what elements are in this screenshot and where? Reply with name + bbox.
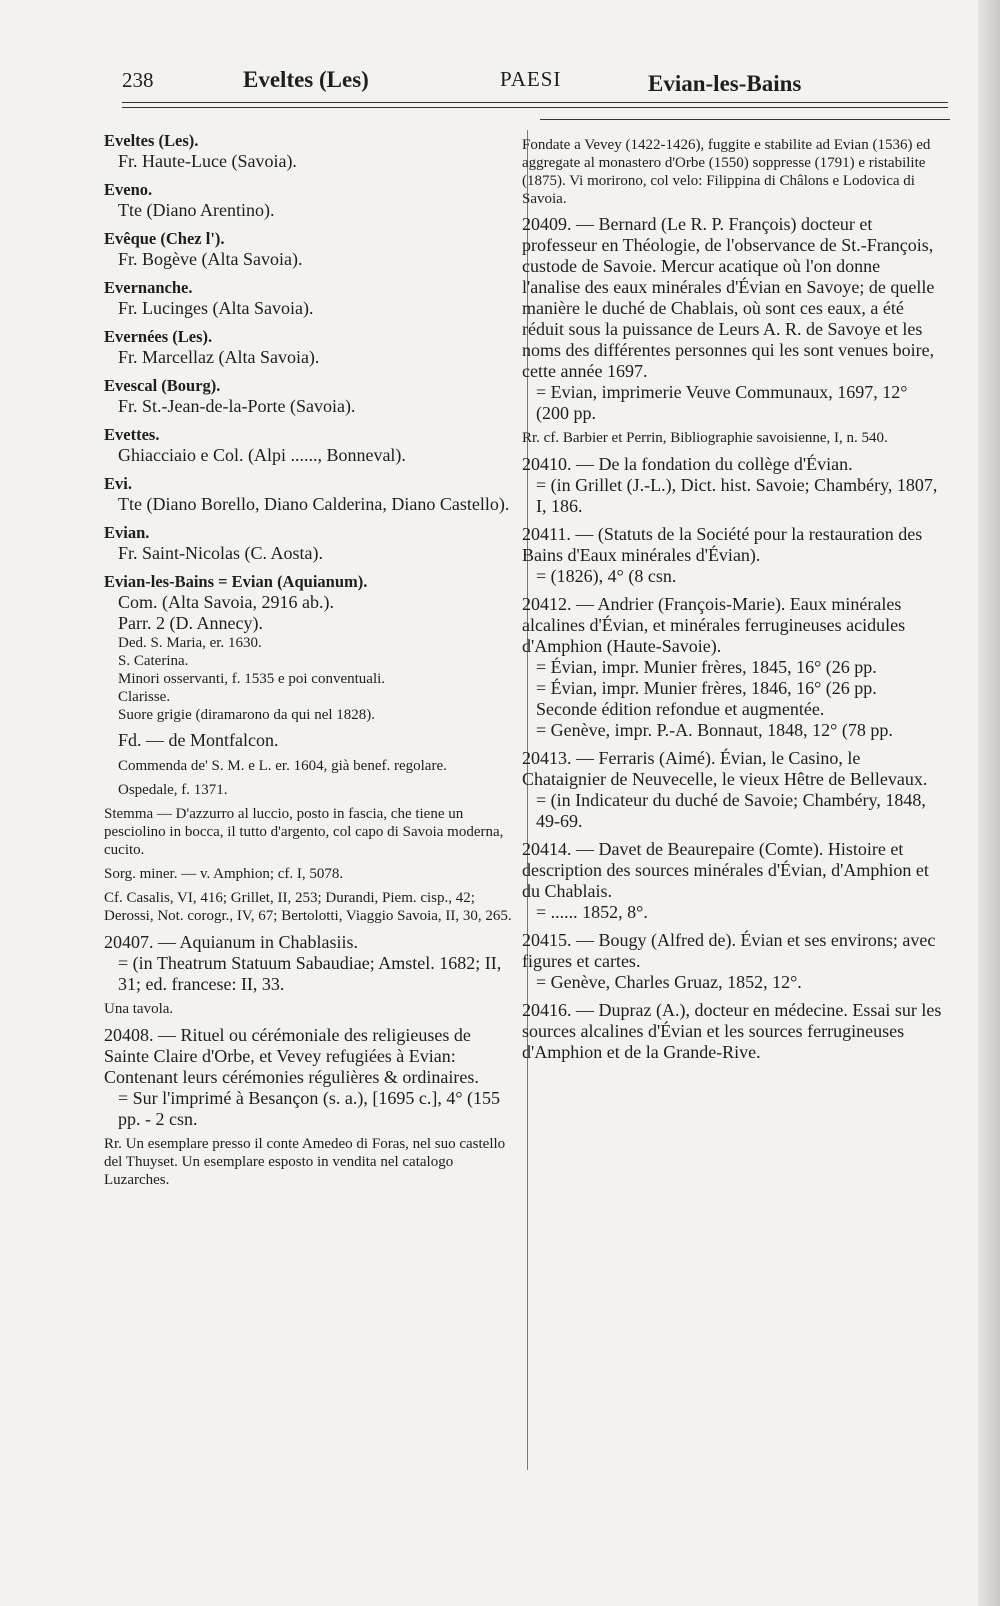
entry-title: — Dupraz (A.), docteur en médecine. Essai sur les sources alcalines d'Évian et les sources ferrugineuses d'Amphion et de la Grande-Rive. [522, 1000, 942, 1062]
header-left-title: Eveltes (Les) [243, 67, 369, 92]
place-entry [104, 130, 514, 172]
entry-number: 20412. [522, 594, 572, 614]
entry-number: 20408. [104, 1025, 154, 1045]
bib-entry-text [522, 839, 942, 902]
place-entry [104, 326, 514, 368]
bib-entry-text [522, 748, 942, 790]
dedication-line: Ded. S. Maria, er. 1630. [118, 635, 262, 651]
entry-title: — Bernard (Le R. P. François) docteur et professeur en Théologie, de l'observance de St.-François, custode de Savoie. Mercur acatique où l'on donne l'analise des eaux minérales d'Évian en Savoye; de quelle manière le duché de Chablais, où sont ces eaux, a été réduit sous la puissance de Leurs A. R. de Savoye et les noms des différentes personnes qui les sont venues boire, cette année 1697. [522, 214, 935, 381]
entry-number: 20414. [522, 839, 572, 859]
bib-entry-20411 [522, 524, 942, 587]
bib-entry-text [522, 454, 942, 475]
intro-paragraph: Fondate a Vevey (1422-1426), fuggite e stabilite ad Evian (1536) ed aggregate al monastero d'Orbe (1550) soppresse (1791) e ristabilite (1875). Vi morirono, col velo: Filippina di Châlons e Lodovica di Savoia. [522, 137, 931, 207]
bib-entry-20408 [104, 1025, 514, 1189]
publication-line: = (in Theatrum Statuum Sabaudiae; Amstel. 1682; II, 31; ed. francese: II, 33. [118, 953, 502, 994]
place-entry [104, 179, 514, 221]
bib-entry-20413 [522, 748, 942, 832]
place-entry [104, 522, 514, 564]
bib-entry-20415 [522, 930, 942, 993]
entry-title: — Andrier (François-Marie). Eaux minérales alcalines d'Évian, et minérales ferrugineuses acidules d'Amphion (Haute-Savoie). [522, 594, 906, 656]
place-name: Evi. [104, 474, 132, 493]
entry-title: — Davet de Beaurepaire (Comte). Histoire et description des sources minérales d'Évian, d'Amphion et du Chablais. [522, 839, 929, 901]
minori-line: Minori osservanti, f. 1535 e poi conventuali. [118, 671, 386, 687]
place-name: Evettes. [104, 425, 160, 444]
entry-note: Rr. Un esemplare presso il conte Amedeo di Foras, nel suo castello del Thuyset. Un esemplare esposto in vendita nel catalogo Luzarches. [104, 1136, 506, 1188]
entry-title: — De la fondation du collège d'Évian. [576, 454, 853, 474]
place-entry [104, 228, 514, 270]
entry-number: 20416. [522, 1000, 572, 1020]
right-column [522, 130, 942, 1070]
entry-title: — (Statuts de la Société pour la restauration des Bains d'Eaux minérales d'Évian). [522, 524, 923, 565]
bib-entry-text [522, 594, 942, 657]
entry-number: 20409. [522, 214, 572, 234]
place-name: Eveltes (Les). [104, 131, 199, 150]
bib-entry-20407 [104, 932, 514, 1018]
entry-note: Rr. cf. Barbier et Perrin, Bibliographie savoisienne, I, n. 540. [522, 430, 888, 446]
header-right-title: Evian-les-Bains [648, 71, 802, 96]
bib-entry-text [522, 930, 942, 972]
publication-line-3: = Genève, impr. P.-A. Bonnaut, 1848, 12° (78 pp. [536, 720, 893, 740]
bib-entry-text [104, 932, 514, 953]
right-column-rule [540, 119, 950, 120]
place-name: Evernanche. [104, 278, 193, 297]
entry-note: Una tavola. [104, 1001, 174, 1017]
clarisse-line: Clarisse. [118, 689, 171, 705]
commenda-line: Commenda de' S. M. e L. er. 1604, già benef. regolare. [118, 758, 447, 774]
bib-entry-20409 [522, 214, 942, 447]
place-detail: Fr. Lucinges (Alta Savoia). [118, 298, 314, 318]
publication-line: = Sur l'imprimé à Besançon (s. a.), [1695 c.], 4° (155 pp. - 2 csn. [118, 1088, 501, 1129]
commune-line: Com. (Alta Savoia, 2916 ab.). [118, 592, 334, 612]
fd-line: Fd. — de Montfalcon. [118, 730, 279, 750]
place-entry [104, 277, 514, 319]
page-edge [978, 0, 1000, 1606]
ospedale-line: Ospedale, f. 1371. [118, 782, 228, 798]
suore-line: Suore grigie (diramarono da qui nel 1828). [118, 707, 376, 723]
place-detail: Ghiacciaio e Col. (Alpi ......, Bonneval). [118, 445, 406, 465]
bib-entry-text [522, 214, 942, 382]
place-name: Evêque (Chez l'). [104, 229, 225, 248]
place-entry [104, 375, 514, 417]
cf-references: Cf. Casalis, VI, 416; Grillet, II, 253; Durandi, Piem. cisp., 42; Derossi, Not. corogr., IV, 67; Bertolotti, Viaggio Savoia, II, 30, 265. [104, 890, 512, 924]
bib-entry-text [522, 1000, 942, 1063]
entry-title: — Aquianum in Chablasiis. [158, 932, 358, 952]
place-detail: Fr. Saint-Nicolas (C. Aosta). [118, 543, 323, 563]
header-center-title: PAESI [500, 67, 562, 91]
entry-number: 20415. [522, 930, 572, 950]
evian-les-bains-entry [104, 571, 514, 925]
place-name: Evian. [104, 523, 150, 542]
place-detail: Fr. Bogève (Alta Savoia). [118, 249, 303, 269]
left-column [104, 130, 514, 1196]
header-rule-double [122, 107, 948, 108]
place-entry [104, 473, 514, 515]
entry-number: 20410. [522, 454, 572, 474]
place-entry [104, 424, 514, 466]
bib-entry-text [522, 524, 942, 566]
sorg-line: Sorg. miner. — v. Amphion; cf. I, 5078. [104, 866, 344, 882]
bib-entry-20414 [522, 839, 942, 923]
publication-line: = Evian, imprimerie Veuve Communaux, 1697, 12° (200 pp. [536, 382, 908, 423]
publication-line: = ...... 1852, 8°. [536, 902, 648, 922]
edition-note: Seconde édition refondue et augmentée. [536, 699, 825, 719]
church-line: S. Caterina. [118, 653, 189, 669]
publication-line-2: = Évian, impr. Munier frères, 1846, 16° (26 pp. [536, 678, 877, 698]
entry-title: — Ferraris (Aimé). Évian, le Casino, le Chataignier de Neuvecelle, le vieux Hêtre de Bellevaux. [522, 748, 928, 789]
entry-number: 20407. [104, 932, 154, 952]
entry-title: — Rituel ou cérémoniale des religieuses de Sainte Claire d'Orbe, et Vevey refugiées à Evian: Contenant leurs cérémonies régulières & ordinaires. [104, 1025, 479, 1087]
place-detail: Fr. Haute-Luce (Savoia). [118, 151, 297, 171]
publication-line: = (1826), 4° (8 csn. [536, 566, 677, 586]
header-rule [122, 102, 948, 103]
publication-line: = Genève, Charles Gruaz, 1852, 12°. [536, 972, 802, 992]
place-detail: Tte (Diano Arentino). [118, 200, 275, 220]
stemma-paragraph: Stemma — D'azzurro al luccio, posto in fascia, che tiene un pesciolino in bocca, il tutto d'argento, col capo di Savoia moderna, cucito. [104, 806, 504, 858]
entry-title: — Bougy (Alfred de). Évian et ses environs; avec figures et cartes. [522, 930, 936, 971]
place-name: Evernées (Les). [104, 327, 213, 346]
place-detail: Fr. Marcellaz (Alta Savoia). [118, 347, 320, 367]
place-detail: Tte (Diano Borello, Diano Calderina, Diano Castello). [118, 494, 510, 514]
place-name: Eveno. [104, 180, 153, 199]
entry-number: 20411. [522, 524, 571, 544]
parish-line: Parr. 2 (D. Annecy). [118, 613, 263, 633]
place-detail: Fr. St.-Jean-de-la-Porte (Savoia). [118, 396, 356, 416]
publication-line: = Évian, impr. Munier frères, 1845, 16° (26 pp. [536, 657, 877, 677]
bib-entry-20416 [522, 1000, 942, 1063]
place-name: Evian-les-Bains = Evian (Aquianum). [104, 572, 368, 591]
publication-line: = (in Grillet (J.-L.), Dict. hist. Savoie; Chambéry, 1807, I, 186. [536, 475, 938, 516]
publication-line: = (in Indicateur du duché de Savoie; Chambéry, 1848, 49-69. [536, 790, 926, 831]
entry-number: 20413. [522, 748, 572, 768]
page-number: 238 [122, 68, 154, 92]
bib-entry-20412 [522, 594, 942, 741]
place-name: Evescal (Bourg). [104, 376, 221, 395]
bib-entry-20410 [522, 454, 942, 517]
bib-entry-text [104, 1025, 514, 1088]
